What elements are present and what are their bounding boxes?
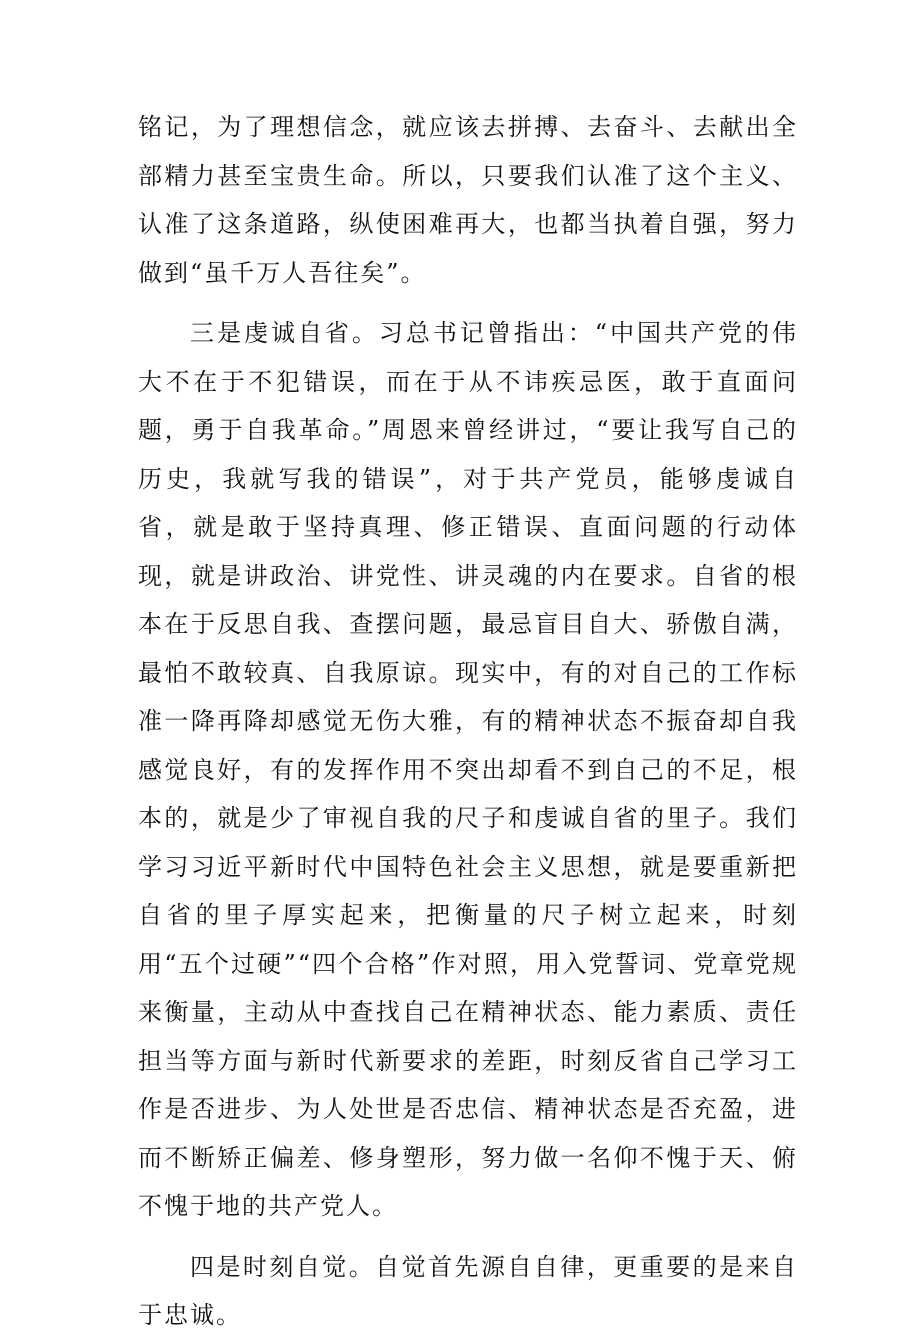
document-body [138,103,798,1340]
paragraph-continuation: 铭记，为了理想信念，就应该去拼搏、去奋斗、去献出全部精力甚至宝贵生命。所以，只要我们认准了这个主义、认准了这条道路，纵使困难再大，也都当执着自强，努力做到“虽千万人吾往矣”。 [138,113,798,287]
paragraph-four-self-awareness: 四是时刻自觉。自觉首先源自自律，更重要的是来自于忠诚。 [138,1252,798,1329]
paragraph-three-self-reflection: 三是虔诚自省。习总书记曾指出：“中国共产党的伟大不在于不犯错误，而在于从不讳疾忌医，敢于直面问题，勇于自我革命。”周恩来曾经讲过，“要让我写自己的历史，我就写我的错误”，对于共产党员，能够虔诚自省，就是敢于坚持真理、修正错误、直面问题的行动体现，就是讲政治、讲党性、讲灵魂的内在要求。自省的根本在于反思自我、查摆问题，最忌盲目自大、骄傲自满，最怕不敢较真、自我原谅。现实中，有的对自己的工作标准一降再降却感觉无伤大雅，有的精神状态不振奋却自我感觉良好，有的发挥作用不突出却看不到自己的不足，根本的，就是少了审视自我的尺子和虔诚自省的里子。我们学习习近平新时代中国特色社会主义思想，就是要重新把自省的里子厚实起来，把衡量的尺子树立起来，时刻用“五个过硬”“四个合格”作对照，用入党誓词、党章党规来衡量，主动从中查找自己在精神状态、能力素质、责任担当等方面与新时代新要求的差距，时刻反省自己学习工作是否进步、为人处世是否忠信、精神状态是否充盈，进而不断矫正偏差、修身塑形，努力做一名仰不愧于天、俯不愧于地的共产党人。 [138,319,798,1220]
